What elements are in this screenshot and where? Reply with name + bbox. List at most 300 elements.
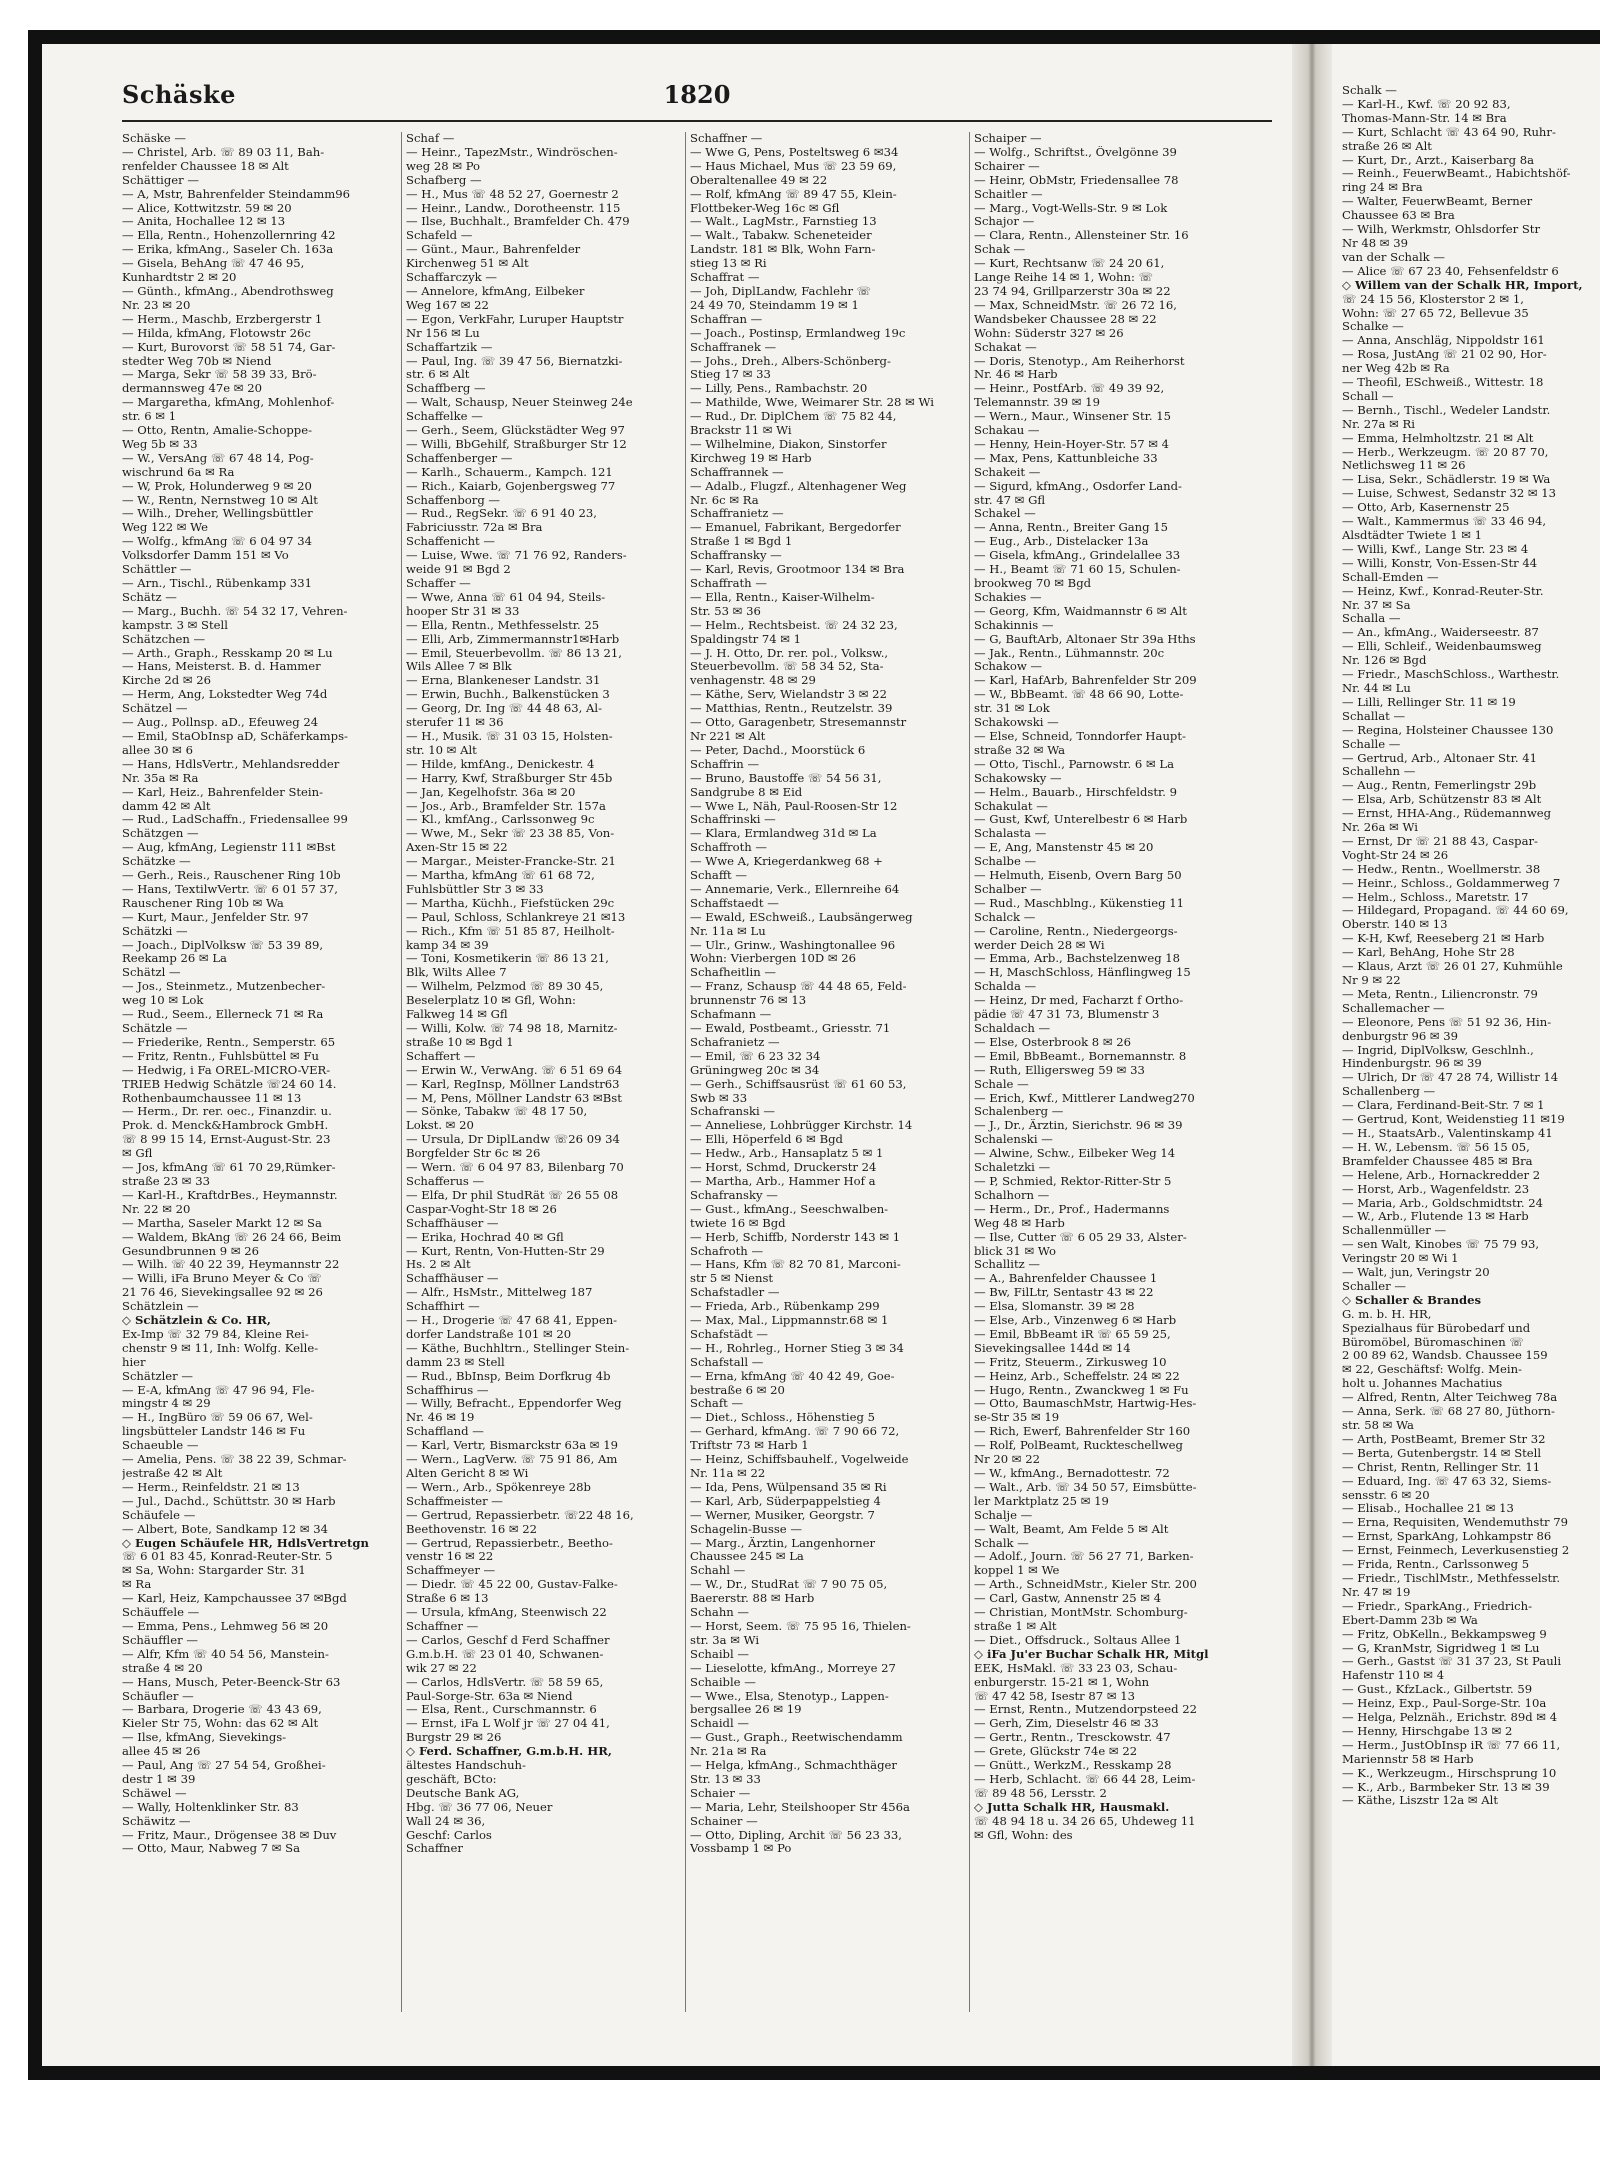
directory-heading: Schakeit — (974, 465, 1041, 479)
directory-entry: — E-A, kfmAng ☏ 47 96 94, Fle- (122, 1383, 315, 1397)
directory-entry: Grüningweg 20c ✉ 34 (690, 1063, 820, 1077)
directory-entry: ler Marktplatz 25 ✉ 19 (974, 1494, 1109, 1508)
directory-heading: Schaitler — (974, 187, 1043, 201)
directory-heading: Schafmann — (690, 1008, 772, 1022)
directory-entry: enburgerstr. 15-21 ✉ 1, Wohn (974, 1675, 1150, 1689)
directory-entry: — K., Arb., Barmbeker Str. 13 ✉ 39 (1342, 1780, 1550, 1794)
directory-entry: — Jul., Dachd., Schüttstr. 30 ✉ Harb (122, 1494, 336, 1508)
directory-entry: Weg 167 ✉ 22 (406, 298, 489, 312)
directory-entry: — Grete, Glückstr 74e ✉ 22 (974, 1745, 1138, 1759)
directory-entry: weide 91 ✉ Bgd 2 (406, 563, 511, 577)
directory-entry: Nr. 46 ✉ Harb (974, 368, 1058, 382)
directory-entry: se-Str 35 ✉ 19 (974, 1411, 1060, 1425)
directory-entry: Spezialhaus für Bürobedarf und (1342, 1321, 1531, 1335)
directory-entry: Str. 13 ✉ 33 (690, 1772, 761, 1786)
directory-entry: ◇ Willem van der Schalk HR, Import, (1342, 278, 1583, 292)
directory-entry: — Helene, Arb., Hornackredder 2 (1342, 1168, 1541, 1182)
directory-entry: — Horst, Schmd, Druckerstr 24 (690, 1161, 877, 1175)
directory-entry: — W., Dr., StudRat ☏ 7 90 75 05, (690, 1578, 888, 1592)
directory-heading: Schaiper — (974, 132, 1042, 145)
directory-entry: — Emma, Arb., Bachstelzenweg 18 (974, 952, 1181, 966)
directory-entry: Rauschener Ring 10b ✉ Wa (122, 896, 284, 910)
directory-entry: — Käthe, Liszstr 12a ✉ Alt (1342, 1794, 1499, 1808)
directory-entry: — H., StaatsArb., Valentinskamp 41 (1342, 1126, 1553, 1140)
book-gutter (1292, 44, 1332, 2066)
directory-entry: brunnenstr 76 ✉ 13 (690, 994, 807, 1008)
directory-heading: Schakat — (974, 340, 1037, 354)
directory-entry: ☏ 24 15 56, Klosterstor 2 ✉ 1, (1342, 292, 1524, 306)
directory-heading: Schale — (974, 1077, 1029, 1091)
directory-entry: — Margaretha, kfmAng, Mohlenhof- (122, 396, 335, 410)
directory-entry: venstr 16 ✉ 22 (406, 1550, 494, 1564)
directory-entry: — Martha, Saseler Markt 12 ✉ Sa (122, 1216, 322, 1230)
directory-entry: — Gertrud, Arb., Altonaer Str. 41 (1342, 751, 1537, 765)
directory-heading: Schafstädt — (690, 1327, 768, 1341)
directory-entry: — Alfr, Kfm ☏ 40 54 56, Manstein- (122, 1647, 329, 1661)
directory-entry: stieg 13 ✉ Ri (690, 257, 767, 271)
directory-entry: — Fritz, Steuerm., Zirkusweg 10 (974, 1355, 1167, 1369)
directory-entry: ✉ Gfl (122, 1147, 153, 1161)
directory-entry: — Egon, VerkFahr, Luruper Hauptstr (406, 312, 624, 326)
directory-heading: Schaffranietz — (690, 507, 784, 521)
directory-entry: pädie ☏ 47 31 73, Blumenstr 3 (974, 1008, 1160, 1022)
directory-entry: — Werner, Musiker, Georgstr. 7 (690, 1508, 875, 1522)
directory-entry: Büromöbel, Büromaschinen ☏ (1342, 1335, 1524, 1349)
directory-entry: — Emil, StaObInsp aD, Schäferkamps- (122, 729, 348, 743)
directory-entry: — H., Musik. ☏ 31 03 15, Holsten- (406, 729, 613, 743)
directory-heading: Schätzl — (122, 966, 181, 980)
directory-heading: Schaeuble — (122, 1439, 199, 1453)
directory-entry: str 5 ✉ Nienst (690, 1272, 774, 1286)
directory-heading: Schallat — (1342, 709, 1406, 723)
directory-entry: straße 1 ✉ Alt (974, 1619, 1057, 1633)
directory-entry: Nr. 21a ✉ Ra (690, 1745, 767, 1759)
directory-entry: — Jan, Kegelhofstr. 36a ✉ 20 (406, 785, 576, 799)
directory-entry: sensstr. 6 ✉ 20 (1342, 1488, 1430, 1502)
directory-entry: Kirchweg 19 ✉ Harb (690, 451, 812, 465)
directory-entry: Mariennstr 58 ✉ Harb (1342, 1752, 1474, 1766)
directory-entry: Hindenburgstr. 96 ✉ 39 (1342, 1057, 1482, 1071)
directory-heading: Schätzchen — (122, 632, 206, 646)
directory-entry: — Amelia, Pens. ☏ 38 22 39, Schmar- (122, 1453, 347, 1467)
directory-entry: — Franz, Schausp ☏ 44 48 65, Feld- (690, 980, 907, 994)
directory-heading: van der Schalk — (1342, 250, 1445, 264)
directory-heading: Schafberg — (406, 173, 482, 187)
directory-entry: Nr. 27a ✉ Ri (1342, 417, 1415, 431)
directory-entry: — Bruno, Baustoffe ☏ 54 56 31, (690, 771, 882, 785)
directory-heading: Schafransky — (690, 1188, 778, 1202)
directory-entry: ✉ Sa, Wohn: Stargarder Str. 31 (122, 1564, 306, 1578)
directory-entry: — Gust., kfmAng., Seeschwalben- (690, 1202, 889, 1216)
directory-entry: — Gertrud, Kont, Weidenstieg 11 ✉19 (1342, 1113, 1565, 1127)
directory-entry: — W., Rentn, Nernstweg 10 ✉ Alt (122, 493, 318, 507)
directory-entry: weg 28 ✉ Po (406, 159, 481, 173)
directory-heading: Schaibl — (690, 1647, 749, 1661)
directory-entry: Landstr. 181 ✉ Blk, Wohn Farn- (690, 243, 876, 257)
directory-entry: venhagenstr. 48 ✉ 29 (690, 674, 816, 688)
directory-entry: — P, Schmied, Rektor-Ritter-Str 5 (974, 1174, 1172, 1188)
directory-entry: — Aug., Pollnsp. aD., Efeuweg 24 (122, 716, 319, 730)
directory-entry: — Ella, Rentn., Kaiser-Wilhelm- (690, 590, 875, 604)
directory-entry: G. m. b. H. HR, (1342, 1307, 1432, 1321)
directory-entry: ☏ 89 48 56, Lersstr. 2 (974, 1786, 1107, 1800)
directory-entry: — Hans, Musch, Peter-Beenck-Str 63 (122, 1675, 341, 1689)
directory-heading: Schahn — (690, 1606, 750, 1620)
directory-entry: — Hildegard, Propagand. ☏ 44 60 69, (1342, 904, 1569, 918)
directory-entry: — Otto, Dipling, Archit ☏ 56 23 33, (690, 1828, 902, 1842)
directory-entry: — H., IngBüro ☏ 59 06 67, Wel- (122, 1411, 313, 1425)
directory-entry: — W., VersAng ☏ 67 48 14, Pog- (122, 451, 314, 465)
directory-entry: — Joach., Postinsp, Ermlandweg 19c (690, 326, 906, 340)
directory-heading: Schalke — (1342, 320, 1404, 334)
directory-entry: straße 32 ✉ Wa (974, 743, 1066, 757)
directory-entry: Wandsbeker Chaussee 28 ✉ 22 (974, 312, 1157, 326)
directory-entry: — Gerh., Reis., Rauschener Ring 10b (122, 869, 341, 883)
directory-entry: Schaffner (406, 1842, 463, 1856)
directory-entry: — Hans, TextilwVertr. ☏ 6 01 57 37, (122, 882, 338, 896)
directory-entry: Kirchenweg 51 ✉ Alt (406, 257, 529, 271)
directory-entry: Blk, Wilts Allee 7 (406, 966, 507, 980)
directory-heading: Schaft — (690, 1397, 744, 1411)
directory-entry: — J., Dr., Ärztin, Sierichstr. 96 ✉ 39 (974, 1119, 1183, 1133)
directory-entry: — Eug., Arb., Distelacker 13a (974, 535, 1149, 549)
directory-entry: ◇ Jutta Schalk HR, Hausmakl. (974, 1800, 1170, 1814)
directory-heading: Schaffartzik — (406, 340, 493, 354)
directory-entry: — Wern., LagVerw. ☏ 75 91 86, Am (406, 1453, 618, 1467)
directory-entry: — Ernst, Rentn., Mutzendorpsteed 22 (974, 1703, 1197, 1717)
directory-entry: Swb ✉ 33 (690, 1091, 748, 1105)
directory-entry: — J. H. Otto, Dr. rer. pol., Volksw., (690, 646, 889, 660)
directory-entry: — Alwine, Schw., Eilbeker Weg 14 (974, 1147, 1176, 1161)
directory-entry: destr 1 ✉ 39 (122, 1772, 196, 1786)
directory-entry: — Clara, Ferdinand-Beit-Str. 7 ✉ 1 (1342, 1099, 1545, 1113)
directory-entry: — Elli, Arb, Zimmermannstr1✉Harb (406, 632, 620, 646)
directory-entry: Gesundbrunnen 9 ✉ 26 (122, 1244, 260, 1258)
directory-entry: — Wilh., Dreher, Wellingsbüttler (122, 507, 313, 521)
directory-entry: — Bw, FilLtr, Sentastr 43 ✉ 22 (974, 1286, 1154, 1300)
directory-entry: — Elli, Höperfeld 6 ✉ Bgd (690, 1133, 843, 1147)
directory-entry: — Gisela, kfmAng., Grindelallee 33 (974, 549, 1181, 563)
directory-entry: sterufer 11 ✉ 36 (406, 716, 504, 730)
directory-entry: Weg 122 ✉ We (122, 521, 208, 535)
directory-entry: — Otto, Tischl., Parnowstr. 6 ✉ La (974, 757, 1174, 771)
directory-entry: Kieler Str 75, Wohn: das 62 ✉ Alt (122, 1717, 319, 1731)
directory-entry: — Heinr., Schloss., Goldammerweg 7 (1342, 876, 1561, 890)
directory-entry: — Berta, Gutenbergstr. 14 ✉ Stell (1342, 1446, 1542, 1460)
directory-entry: dorfer Landstraße 101 ✉ 20 (406, 1327, 572, 1341)
directory-heading: Schaffroth — (690, 841, 767, 855)
directory-entry: Weg 48 ✉ Harb (974, 1216, 1065, 1230)
directory-entry: hier (122, 1355, 146, 1369)
directory-entry: ◇ Schätzlein & Co. HR, (122, 1314, 271, 1328)
directory-entry: — Ulrich, Dr ☏ 47 28 74, Willistr 14 (1342, 1071, 1559, 1085)
directory-entry: — Matthias, Rentn., Reutzelstr. 39 (690, 702, 893, 716)
directory-entry: mingstr 4 ✉ 29 (122, 1397, 211, 1411)
directory-entry: renfelder Chaussee 18 ✉ Alt (122, 159, 289, 173)
directory-entry: — Else, Osterbrook 8 ✉ 26 (974, 1035, 1131, 1049)
directory-entry: — Ilse, kfmAng, Sievekings- (122, 1731, 287, 1745)
directory-entry: allee 45 ✉ 26 (122, 1745, 201, 1759)
directory-entry: — Heinz, Dr med, Facharzt f Ortho- (974, 994, 1184, 1008)
directory-entry: — Karl-H., Kwf. ☏ 20 92 83, (1342, 97, 1511, 111)
directory-entry: Sievekingsallee 144d ✉ 14 (974, 1341, 1131, 1355)
directory-entry: — Wally, Holtenklinker Str. 83 (122, 1800, 299, 1814)
directory-entry: — Wilhelmine, Diakon, Sinstorfer (690, 437, 887, 451)
directory-entry: — Rud., RegSekr. ☏ 6 91 40 23, (406, 507, 597, 521)
directory-heading: Schakel — (974, 507, 1036, 521)
directory-entry: — A., Bahrenfelder Chaussee 1 (974, 1272, 1158, 1286)
directory-entry: — Hedw., Arb., Hansaplatz 5 ✉ 1 (690, 1147, 884, 1161)
directory-entry: — Reinh., FeuerwBeamt., Habichtshöf- (1342, 167, 1571, 181)
directory-entry: — Marg., Ärztin, Langenhorner (690, 1536, 875, 1550)
directory-entry: Kunhardtstr 2 ✉ 20 (122, 271, 237, 285)
directory-entry: — Gertrud, Repassierbetr. ☏22 48 16, (406, 1508, 634, 1522)
directory-entry: — Alfred, Rentn, Alter Teichweg 78a (1342, 1391, 1558, 1405)
directory-entry: ✉ Gfl, Wohn: des (974, 1828, 1073, 1842)
directory-entry: — Emil, BbBeamt., Bornemannstr. 8 (974, 1049, 1187, 1063)
directory-entry: — Rich, Ewerf, Bahrenfelder Str 160 (974, 1425, 1191, 1439)
directory-heading: Schall-Emden — (1342, 570, 1439, 584)
directory-entry: — Willy, Befracht., Eppendorfer Weg (406, 1397, 622, 1411)
directory-entry: — Max, SchneidMstr. ☏ 26 72 16, (974, 298, 1177, 312)
directory-entry: Wohn: Vierbergen 10D ✉ 26 (690, 952, 857, 966)
directory-entry: — Herb., Werkzeugm. ☏ 20 87 70, (1342, 445, 1549, 459)
directory-entry: chenstr 9 ✉ 11, Inh: Wolfg. Kelle- (122, 1341, 319, 1355)
directory-entry: — Ewald, ESchweiß., Laubsängerweg (690, 910, 913, 924)
directory-entry: — Heinz, Exp., Paul-Sorge-Str. 10a (1342, 1697, 1547, 1711)
directory-entry: — Rolf, PolBeamt, Ruckteschellweg (974, 1439, 1183, 1453)
directory-heading: Schaffelke — (406, 410, 483, 424)
directory-entry: — Frieda, Arb., Rübenkamp 299 (690, 1300, 880, 1314)
directory-entry: Reekamp 26 ✉ La (122, 952, 227, 966)
directory-entry: — Herm, Ang, Lokstedter Weg 74d (122, 688, 328, 702)
directory-heading: Schaffrannek — (690, 465, 784, 479)
directory-entry: Nr. 35a ✉ Ra (122, 771, 199, 785)
directory-entry: Oberstr. 140 ✉ 13 (1342, 918, 1448, 932)
directory-entry: Nr. 11a ✉ Lu (690, 924, 766, 938)
directory-entry: — Alice, Kottwitzstr. 59 ✉ 20 (122, 201, 292, 215)
directory-entry: — Lilly, Pens., Rambachstr. 20 (690, 382, 868, 396)
directory-entry: — K-H, Kwf, Reeseberg 21 ✉ Harb (1342, 932, 1545, 946)
directory-entry: — Walter, FeuerwBeamt, Berner (1342, 195, 1533, 209)
directory-entry: — Helga, kfmAng., Schmachthäger (690, 1759, 897, 1773)
directory-entry: — Heinr, ObMstr, Friedensallee 78 (974, 173, 1179, 187)
directory-heading: Schalda — (974, 980, 1037, 994)
directory-entry: — Elfa, Dr phil StudRät ☏ 26 55 08 (406, 1188, 619, 1202)
directory-entry: Wohn: Süderstr 327 ✉ 26 (974, 326, 1124, 340)
directory-entry: — Karl, Vertr, Bismarckstr 63a ✉ 19 (406, 1439, 618, 1453)
directory-entry: — Emil, Steuerbevollm. ☏ 86 13 21, (406, 646, 622, 660)
directory-entry: ◇ Eugen Schäufele HR, HdlsVertretgn (122, 1536, 369, 1550)
directory-entry: — Albert, Bote, Sandkamp 12 ✉ 34 (122, 1522, 328, 1536)
directory-entry: ältestes Handschuh- (406, 1759, 526, 1773)
directory-entry: — Marga, Sekr ☏ 58 39 33, Brö- (122, 368, 317, 382)
directory-entry: Nr 20 ✉ 22 (974, 1453, 1040, 1467)
directory-entry: Flottbeker-Weg 16c ✉ Gfl (690, 201, 840, 215)
directory-entry: — Otto, Arb, Kasernenstr 25 (1342, 501, 1510, 515)
directory-entry: — Gertrud, Repassierbetr., Beetho- (406, 1536, 613, 1550)
directory-entry: Caspar-Voght-Str 18 ✉ 26 (406, 1202, 557, 1216)
directory-heading: Schallehn — (1342, 765, 1416, 779)
directory-heading: Schalk — (1342, 84, 1397, 97)
directory-entry: Str. 53 ✉ 36 (690, 604, 761, 618)
directory-entry: Nr. 6c ✉ Ra (690, 493, 759, 507)
directory-entry: — A, Mstr, Bahrenfelder Steindamm96 (122, 187, 350, 201)
directory-entry: ner Weg 42b ✉ Ra (1342, 362, 1450, 376)
directory-heading: Schaffran — (690, 312, 763, 326)
directory-entry: — Heinz, Schiffsbauhelf., Vogelweide (690, 1453, 909, 1467)
directory-entry: — Clara, Rentn., Allensteiner Str. 16 (974, 229, 1189, 243)
directory-heading: Schaffrath — (690, 577, 767, 590)
directory-entry: — Erwin, Buchh., Balkenstücken 3 (406, 688, 610, 702)
directory-entry: — Heinr., PostfArb. ☏ 49 39 92, (974, 382, 1165, 396)
directory-entry: str. 10 ✉ Alt (406, 743, 477, 757)
directory-entry: — Gerh., Gastst ☏ 31 37 23, St Pauli (1342, 1655, 1562, 1669)
directory-entry: damm 42 ✉ Alt (122, 799, 211, 813)
directory-entry: — Lisa, Sekr., Schädlerstr. 19 ✉ Wa (1342, 473, 1551, 487)
directory-entry: — Wwe, M., Sekr ☏ 23 38 85, Von- (406, 827, 615, 841)
directory-entry: — Else, Arb., Vinzenweg 6 ✉ Harb (974, 1314, 1177, 1328)
directory-entry: — Heinr., Landw., Dorotheenstr. 115 (406, 201, 621, 215)
directory-entry: — Rud., BbInsp, Beim Dorfkrug 4b (406, 1369, 611, 1383)
directory-entry: — Kurt, Schlacht ☏ 43 64 90, Ruhr- (1342, 125, 1556, 139)
directory-entry: — Wwe., Elsa, Stenotyp., Lappen- (690, 1689, 889, 1703)
directory-entry: — Martha, Küchh., Fiefstücken 29c (406, 896, 615, 910)
directory-heading: Schättler — (122, 563, 192, 577)
column-divider (401, 132, 402, 2012)
directory-entry: — Willi, iFa Bruno Meyer & Co ☏ (122, 1272, 322, 1286)
directory-entry: — Walt., LagMstr., Farnstieg 13 (690, 215, 877, 229)
directory-entry: ✉ Ra (122, 1578, 152, 1592)
directory-heading: Schaffmeyer — (406, 1564, 496, 1578)
directory-entry: — Jos., Steinmetz., Mutzenbecher- (122, 980, 326, 994)
directory-entry: — Herm., Dr., Prof., Hadermanns (974, 1202, 1170, 1216)
directory-entry: Oberaltenallee 49 ✉ 22 (690, 173, 828, 187)
directory-entry: — Heinr., TapezMstr., Windröschen- (406, 145, 618, 159)
directory-entry: Nr 221 ✉ Alt (690, 729, 766, 743)
directory-entry: — Arn., Tischl., Rübenkamp 331 (122, 577, 312, 590)
directory-entry: — Carlos, HdlsVertr. ☏ 58 59 65, (406, 1675, 604, 1689)
directory-entry: Nr. 44 ✉ Lu (1342, 681, 1411, 695)
directory-entry: Vossbamp 1 ✉ Po (690, 1842, 792, 1856)
directory-entry: — Horst, Arb., Wagenfeldstr. 23 (1342, 1182, 1530, 1196)
column-4 (974, 132, 1248, 2012)
directory-entry: — Ingrid, DiplVolksw, Geschlnh., (1342, 1043, 1534, 1057)
directory-entry: geschäft, BCto: (406, 1772, 497, 1786)
directory-heading: Schallenberg — (1342, 1085, 1436, 1099)
directory-entry: Baererstr. 88 ✉ Harb (690, 1592, 815, 1606)
directory-entry: — Gerh., Seem, Glückstädter Weg 97 (406, 424, 625, 438)
directory-entry: — Hilda, kfmAng, Flotowstr 26c (122, 326, 311, 340)
directory-entry: — Günth., kfmAng., Abendrothsweg (122, 284, 334, 298)
directory-entry: EEK, HsMakl. ☏ 33 23 03, Schau- (974, 1661, 1178, 1675)
directory-heading: Schainer — (690, 1814, 758, 1828)
directory-entry: — Ella, Rentn., Methfesselstr. 25 (406, 618, 600, 632)
directory-entry: — Ursula, kfmAng, Steenwisch 22 (406, 1606, 607, 1620)
directory-heading: Schaffrin — (690, 757, 760, 771)
directory-heading: Schakowsky — (974, 771, 1062, 785)
directory-heading: Schaldach — (974, 1022, 1051, 1035)
directory-entry: — Ernst, Dr ☏ 21 88 43, Caspar- (1342, 834, 1538, 848)
directory-entry: — Herm., JustObInsp iR ☏ 77 66 11, (1342, 1738, 1561, 1752)
directory-entry: Sandgrube 8 ✉ Eid (690, 785, 803, 799)
directory-entry: holt u. Johannes Machatius (1342, 1377, 1503, 1391)
directory-entry: — Arth., Graph., Resskamp 20 ✉ Lu (122, 646, 333, 660)
directory-entry: — Lilli, Rellinger Str. 11 ✉ 19 (1342, 695, 1516, 709)
directory-entry: — Joach., DiplVolksw ☏ 53 39 89, (122, 938, 324, 952)
directory-entry: — Aug, kfmAng, Legienstr 111 ✉Bst (122, 841, 336, 855)
directory-entry: — Karl, Heiz., Bahrenfelder Stein- (122, 785, 324, 799)
directory-entry: — Carl, Gastw, Annenstr 25 ✉ 4 (974, 1592, 1162, 1606)
directory-entry: — Anita, Hochallee 12 ✉ 13 (122, 215, 286, 229)
directory-heading: Schafft — (690, 869, 747, 883)
directory-entry: — Alice ☏ 67 23 40, Fehsenfeldstr 6 (1342, 264, 1559, 278)
directory-entry: — Alfr., HsMstr., Mittelweg 187 (406, 1286, 593, 1300)
directory-entry: — Emma, Pens., Lehmweg 56 ✉ 20 (122, 1619, 329, 1633)
directory-entry: — Herm., Dr. rer. oec., Finanzdir. u. (122, 1105, 332, 1119)
directory-entry: — Elsa, Arb, Schützenstr 83 ✉ Alt (1342, 793, 1542, 807)
directory-entry: Triftstr 73 ✉ Harb 1 (690, 1439, 809, 1453)
directory-entry: — Elsa, Slomanstr. 39 ✉ 28 (974, 1300, 1135, 1314)
directory-entry: — Wern. ☏ 6 04 97 83, Bilenbarg 70 (406, 1161, 624, 1175)
directory-entry: — Helm., Bauarb., Hirschfeldstr. 9 (974, 785, 1178, 799)
directory-entry: Netlichsweg 11 ✉ 26 (1342, 459, 1466, 473)
directory-heading: Schättiger — (122, 173, 199, 187)
directory-entry: — Rud., Seem., Ellerneck 71 ✉ Ra (122, 1008, 324, 1022)
directory-heading: Schalenberg — (974, 1105, 1064, 1119)
directory-entry: — H., Rohrleg., Horner Stieg 3 ✉ 34 (690, 1341, 904, 1355)
directory-heading: Schalber — (974, 882, 1042, 896)
directory-entry: — Karl, Revis, Grootmoor 134 ✉ Bra (690, 563, 905, 577)
directory-entry: — Diet., Schloss., Höhenstieg 5 (690, 1411, 875, 1425)
directory-heading: Schafroth — (690, 1244, 764, 1258)
directory-entry: brookweg 70 ✉ Bgd (974, 577, 1092, 590)
directory-entry: — Wolfg., kfmAng ☏ 6 04 97 34 (122, 535, 312, 549)
directory-entry: — W., Arb., Flutende 13 ✉ Harb (1342, 1210, 1529, 1224)
directory-entry: — Barbara, Drogerie ☏ 43 43 69, (122, 1703, 322, 1717)
directory-entry: — Ewald, Postbeamt., Griesstr. 71 (690, 1022, 891, 1035)
directory-heading: Schalje — (974, 1508, 1033, 1522)
directory-entry: — Karl, RegInsp, Möllner Landstr63 (406, 1077, 620, 1091)
directory-entry: — Rud., LadSchaffn., Friedensallee 99 (122, 813, 348, 827)
directory-entry: damm 23 ✉ Stell (406, 1355, 505, 1369)
directory-entry: — Emil, ☏ 6 23 32 34 (690, 1049, 821, 1063)
directory-entry: — Walt., Kammermus ☏ 33 46 94, (1342, 515, 1547, 529)
directory-heading: Schäufele — (122, 1508, 196, 1522)
directory-entry: werder Deich 28 ✉ Wi (974, 938, 1105, 952)
directory-entry: — Erich, Kwf., Mittlerer Landweg270 (974, 1091, 1195, 1105)
directory-entry: — Harry, Kwf, Straßburger Str 45b (406, 771, 613, 785)
directory-entry: — Erika, Hochrad 40 ✉ Gfl (406, 1230, 564, 1244)
page-header (122, 74, 1272, 122)
directory-columns (122, 132, 1272, 2012)
directory-entry: Voght-Str 24 ✉ 26 (1342, 848, 1449, 862)
directory-entry: — Arth., SchneidMstr., Kieler Str. 200 (974, 1578, 1197, 1592)
directory-entry: — Ella, Rentn., Hohenzollernring 42 (122, 229, 336, 243)
directory-entry: Wils Allee 7 ✉ Blk (406, 660, 512, 674)
directory-heading: Schakowski — (974, 716, 1059, 730)
directory-entry: — Willi, Kolw. ☏ 74 98 18, Marnitz- (406, 1022, 618, 1035)
directory-entry: Ebert-Damm 23b ✉ Wa (1342, 1613, 1478, 1627)
directory-entry: — Erwin W., VerwAng. ☏ 6 51 69 64 (406, 1063, 623, 1077)
directory-entry: 23 74 94, Grillparzerstr 30a ✉ 22 (974, 284, 1171, 298)
directory-heading: Schätzki — (122, 924, 188, 938)
directory-entry: — Wilhelm, Pelzmod ☏ 89 30 45, (406, 980, 604, 994)
directory-entry: — Walt, Schausp, Neuer Steinweg 24e (406, 396, 633, 410)
directory-entry: — Helm., Rechtsbeist. ☏ 24 32 23, (690, 618, 898, 632)
directory-entry: — Walt, Beamt, Am Felde 5 ✉ Alt (974, 1522, 1169, 1536)
directory-entry: stedter Weg 70b ✉ Niend (122, 354, 272, 368)
